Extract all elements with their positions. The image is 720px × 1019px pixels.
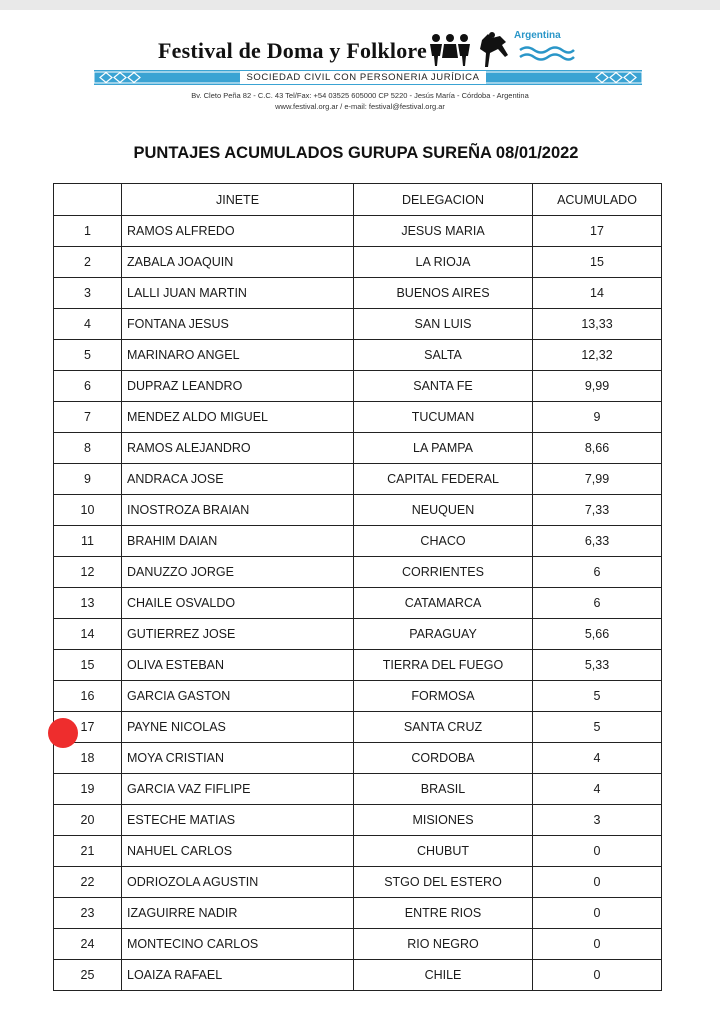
cell-acumulado: 7,33 xyxy=(533,495,662,526)
cell-jinete: CHAILE OSVALDO xyxy=(122,588,354,619)
cell-jinete: MARINARO ANGEL xyxy=(122,340,354,371)
cell-delegacion: NEUQUEN xyxy=(354,495,533,526)
header-delegacion: DELEGACION xyxy=(354,184,533,216)
cell-jinete: RAMOS ALFREDO xyxy=(122,216,354,247)
table-row xyxy=(54,557,662,588)
cell-acumulado: 17 xyxy=(533,216,662,247)
red-dot-marker xyxy=(48,718,78,748)
web-email-line: www.festival.org.ar / e-mail: festival@festival.org.ar xyxy=(275,102,445,111)
cell-jinete: MENDEZ ALDO MIGUEL xyxy=(122,402,354,433)
cell-position: 23 xyxy=(54,898,122,929)
cell-acumulado: 7,99 xyxy=(533,464,662,495)
table-row xyxy=(54,712,662,743)
table-row xyxy=(54,433,662,464)
cell-acumulado: 4 xyxy=(533,743,662,774)
cell-delegacion: PARAGUAY xyxy=(354,619,533,650)
cell-position: 15 xyxy=(54,650,122,681)
cell-jinete: PAYNE NICOLAS xyxy=(122,712,354,743)
cell-position: 13 xyxy=(54,588,122,619)
argentina-label: Argentina xyxy=(514,30,561,41)
cell-delegacion: TIERRA DEL FUEGO xyxy=(354,650,533,681)
header-acumulado: ACUMULADO xyxy=(533,184,662,216)
table-row xyxy=(54,216,662,247)
document-title: PUNTAJES ACUMULADOS GURUPA SUREÑA 08/01/2022 xyxy=(133,144,579,162)
cell-acumulado: 4 xyxy=(533,774,662,805)
cell-position: 21 xyxy=(54,836,122,867)
cell-delegacion: RIO NEGRO xyxy=(354,929,533,960)
cell-delegacion: LA PAMPA xyxy=(354,433,533,464)
scores-table xyxy=(53,183,662,991)
cell-delegacion: CAPITAL FEDERAL xyxy=(354,464,533,495)
table-row xyxy=(54,464,662,495)
table-row xyxy=(54,774,662,805)
table-row xyxy=(54,340,662,371)
cell-position: 20 xyxy=(54,805,122,836)
cell-acumulado: 0 xyxy=(533,898,662,929)
cell-jinete: DANUZZO JORGE xyxy=(122,557,354,588)
table-row xyxy=(54,619,662,650)
header-position xyxy=(54,184,122,216)
cell-delegacion: LA RIOJA xyxy=(354,247,533,278)
table-row xyxy=(54,650,662,681)
cell-position: 16 xyxy=(54,681,122,712)
cell-position: 8 xyxy=(54,433,122,464)
festival-title: Festival de Doma y Folklore xyxy=(158,38,427,63)
cell-acumulado: 9 xyxy=(533,402,662,433)
cell-delegacion: SANTA CRUZ xyxy=(354,712,533,743)
cell-acumulado: 0 xyxy=(533,836,662,867)
cell-jinete: ZABALA JOAQUIN xyxy=(122,247,354,278)
cell-delegacion: ENTRE RIOS xyxy=(354,898,533,929)
cell-acumulado: 6,33 xyxy=(533,526,662,557)
cell-position: 22 xyxy=(54,867,122,898)
cell-acumulado: 5,66 xyxy=(533,619,662,650)
cell-jinete: LALLI JUAN MARTIN xyxy=(122,278,354,309)
cell-position: 5 xyxy=(54,340,122,371)
cell-jinete: BRAHIM DAIAN xyxy=(122,526,354,557)
table-row xyxy=(54,526,662,557)
cell-delegacion: SAN LUIS xyxy=(354,309,533,340)
cell-position: 11 xyxy=(54,526,122,557)
cell-jinete: ESTECHE MATIAS xyxy=(122,805,354,836)
table-row xyxy=(54,836,662,867)
cell-delegacion: BRASIL xyxy=(354,774,533,805)
cell-position: 19 xyxy=(54,774,122,805)
cell-position: 17 xyxy=(54,712,122,743)
cell-position: 7 xyxy=(54,402,122,433)
cell-acumulado: 6 xyxy=(533,588,662,619)
table-row xyxy=(54,929,662,960)
cell-acumulado: 9,99 xyxy=(533,371,662,402)
table-row xyxy=(54,371,662,402)
cell-position: 3 xyxy=(54,278,122,309)
cell-jinete: INOSTROZA BRAIAN xyxy=(122,495,354,526)
table-row xyxy=(54,805,662,836)
table-header-row xyxy=(54,184,662,216)
cell-acumulado: 0 xyxy=(533,929,662,960)
cell-delegacion: SALTA xyxy=(354,340,533,371)
cell-position: 10 xyxy=(54,495,122,526)
cell-jinete: GARCIA GASTON xyxy=(122,681,354,712)
cell-acumulado: 5 xyxy=(533,681,662,712)
cell-position: 4 xyxy=(54,309,122,340)
table-row xyxy=(54,867,662,898)
cell-acumulado: 0 xyxy=(533,960,662,991)
cell-jinete: DUPRAZ LEANDRO xyxy=(122,371,354,402)
cell-delegacion: MISIONES xyxy=(354,805,533,836)
cell-jinete: NAHUEL CARLOS xyxy=(122,836,354,867)
cell-acumulado: 8,66 xyxy=(533,433,662,464)
cell-jinete: FONTANA JESUS xyxy=(122,309,354,340)
cell-position: 9 xyxy=(54,464,122,495)
cell-position: 2 xyxy=(54,247,122,278)
table-row xyxy=(54,681,662,712)
waves-icon xyxy=(518,44,576,62)
cell-position: 6 xyxy=(54,371,122,402)
legal-status-label: SOCIEDAD CIVIL CON PERSONERIA JURÍDICA xyxy=(240,71,486,84)
cell-delegacion: FORMOSA xyxy=(354,681,533,712)
cell-acumulado: 0 xyxy=(533,867,662,898)
festival-logo-icon xyxy=(426,30,516,72)
cell-delegacion: CHUBUT xyxy=(354,836,533,867)
cell-position: 25 xyxy=(54,960,122,991)
cell-position: 18 xyxy=(54,743,122,774)
cell-jinete: GARCIA VAZ FIFLIPE xyxy=(122,774,354,805)
cell-acumulado: 3 xyxy=(533,805,662,836)
cell-delegacion: JESUS MARIA xyxy=(354,216,533,247)
cell-delegacion: TUCUMAN xyxy=(354,402,533,433)
table-row xyxy=(54,495,662,526)
table-row xyxy=(54,960,662,991)
table-row xyxy=(54,743,662,774)
cell-delegacion: SANTA FE xyxy=(354,371,533,402)
header-jinete: JINETE xyxy=(122,184,354,216)
cell-jinete: LOAIZA RAFAEL xyxy=(122,960,354,991)
cell-jinete: ANDRACA JOSE xyxy=(122,464,354,495)
table-row xyxy=(54,309,662,340)
table-row xyxy=(54,247,662,278)
cell-position: 1 xyxy=(54,216,122,247)
cell-delegacion: BUENOS AIRES xyxy=(354,278,533,309)
cell-acumulado: 12,32 xyxy=(533,340,662,371)
cell-delegacion: CHILE xyxy=(354,960,533,991)
cell-position: 12 xyxy=(54,557,122,588)
cell-acumulado: 6 xyxy=(533,557,662,588)
cell-jinete: MOYA CRISTIAN xyxy=(122,743,354,774)
cell-delegacion: CORDOBA xyxy=(354,743,533,774)
table-row xyxy=(54,898,662,929)
cell-jinete: MONTECINO CARLOS xyxy=(122,929,354,960)
cell-jinete: OLIVA ESTEBAN xyxy=(122,650,354,681)
cell-delegacion: CHACO xyxy=(354,526,533,557)
address-line: Bv. Cleto Peña 82 - C.C. 43 Tel/Fax: +54 03525 605000 CP 5220 - Jesús María - Córdoba - Argentina xyxy=(191,91,529,100)
cell-acumulado: 5 xyxy=(533,712,662,743)
cell-acumulado: 14 xyxy=(533,278,662,309)
cell-delegacion: CATAMARCA xyxy=(354,588,533,619)
cell-jinete: RAMOS ALEJANDRO xyxy=(122,433,354,464)
cell-jinete: GUTIERREZ JOSE xyxy=(122,619,354,650)
cell-acumulado: 5,33 xyxy=(533,650,662,681)
cell-jinete: IZAGUIRRE NADIR xyxy=(122,898,354,929)
table-row xyxy=(54,588,662,619)
cell-acumulado: 15 xyxy=(533,247,662,278)
table-row xyxy=(54,278,662,309)
cell-jinete: ODRIOZOLA AGUSTIN xyxy=(122,867,354,898)
table-row xyxy=(54,402,662,433)
cell-delegacion: STGO DEL ESTERO xyxy=(354,867,533,898)
cell-acumulado: 13,33 xyxy=(533,309,662,340)
cell-position: 24 xyxy=(54,929,122,960)
cell-position: 14 xyxy=(54,619,122,650)
cell-delegacion: CORRIENTES xyxy=(354,557,533,588)
